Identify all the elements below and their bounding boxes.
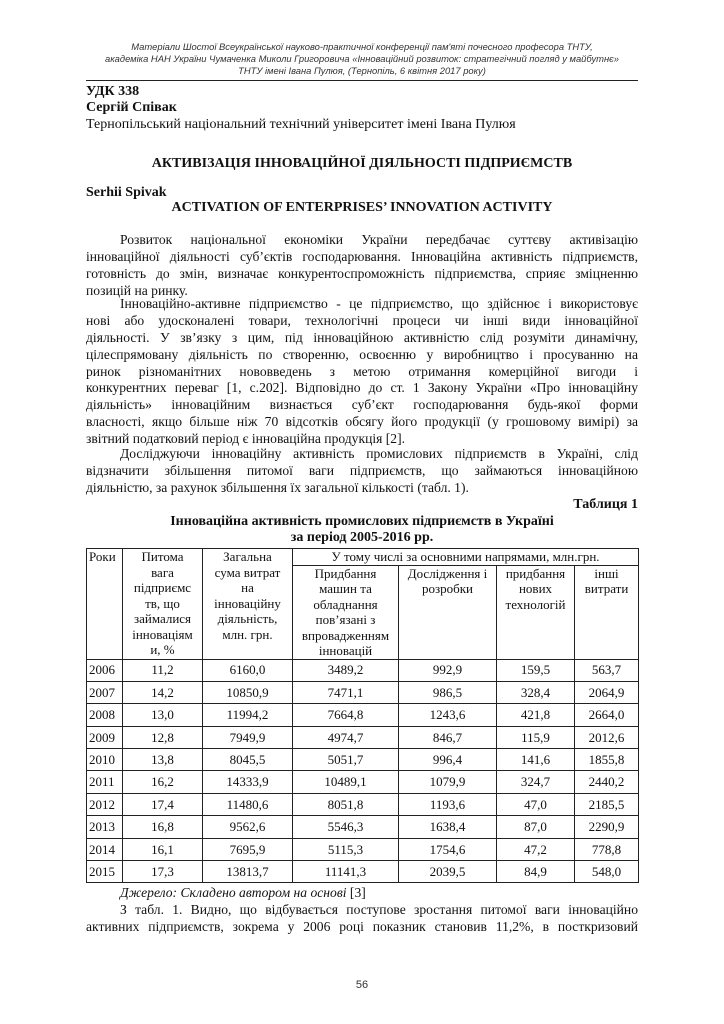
cell-other: 778,8 [575,838,639,860]
cell-machinery: 4974,7 [293,726,399,748]
cell-new-tech: 324,7 [497,771,575,793]
cell-machinery: 5051,7 [293,749,399,771]
table-label: Таблиця 1 [573,497,638,512]
cell-total: 11480,6 [203,793,293,815]
text-line: Досліджуючи інноваційну активність промислових підприємств в Україні, слід [120,446,638,461]
cell-total: 9562,6 [203,816,293,838]
author-name-ua: Сергій Співак [86,100,177,115]
cell-total: 8045,5 [203,749,293,771]
text-line: нові або удосконалені товари, технологічні процеси чи інші види інноваційної [86,312,638,328]
paragraph-intro [86,232,638,300]
table-row [87,816,639,838]
cell-other: 2012,6 [575,726,639,748]
cell-total: 11994,2 [203,704,293,726]
cell-total: 6160,0 [203,659,293,681]
cell-year: 2008 [87,704,123,726]
col-header-total: Загальна сума витрат на інноваційну діяльність, млн. грн. [203,549,293,660]
text-line: діяльністю, за рахунок збільшення їх загальної кількості (табл. 1). [86,479,469,495]
cell-year: 2011 [87,771,123,793]
text-line: відзначити збільшення питомої ваги підприємств, що займаються інноваційною [86,462,638,478]
cell-other: 2290,9 [575,816,639,838]
cell-research: 2039,5 [399,861,497,883]
table-title-line: за період 2005-2016 рр. [290,530,434,545]
cell-share: 13,0 [123,704,203,726]
table-row [87,681,639,703]
cell-new-tech: 159,5 [497,659,575,681]
cell-year: 2014 [87,838,123,860]
text-line: ринок різноманітних нововведень з метою отримання комерційної вигоди і [86,363,638,379]
cell-year: 2013 [87,816,123,838]
table-row [87,771,639,793]
cell-new-tech: 84,9 [497,861,575,883]
table-row [87,749,639,771]
table-title [86,514,638,546]
cell-other: 563,7 [575,659,639,681]
cell-research: 1193,6 [399,793,497,815]
cell-share: 14,2 [123,681,203,703]
header-rule [86,80,638,81]
cell-machinery: 5546,3 [293,816,399,838]
cell-research: 992,9 [399,659,497,681]
cell-machinery: 7471,1 [293,681,399,703]
cell-machinery: 10489,1 [293,771,399,793]
table-row [87,726,639,748]
cell-total: 7695,9 [203,838,293,860]
paragraph-analysis [86,902,638,936]
table-row [87,838,639,860]
cell-share: 12,8 [123,726,203,748]
text-line: готовність до змін, визначає конкурентоспроможність підприємства, сприяє зміцненню [86,265,638,281]
table-source [120,885,366,901]
text-line: діяльності. У зв’язку з цим, під інноваційною активністю слід розуміти динамічну, [86,329,638,345]
cell-share: 16,1 [123,838,203,860]
col-header-other: інші витрати [575,565,639,659]
cell-total: 13813,7 [203,861,293,883]
conference-header-line: академіка НАН України Чумаченка Миколи Григоровича «Інноваційний розвиток: стратегічний погляд у майбутнє» [105,53,619,64]
cell-machinery: 7664,8 [293,704,399,726]
col-header-by-direction: У тому числі за основними напрямами, млн.грн. [293,549,639,566]
cell-share: 16,8 [123,816,203,838]
cell-machinery: 8051,8 [293,793,399,815]
table-row [87,704,639,726]
paragraph-definition [86,296,638,448]
text-line: інноваційної діяльності суб’єктів господарювання. Інноваційна активність підприємств, [86,248,638,264]
cell-total: 14333,9 [203,771,293,793]
page-number: 56 [355,979,369,991]
cell-total: 10850,9 [203,681,293,703]
cell-share: 17,3 [123,861,203,883]
cell-new-tech: 87,0 [497,816,575,838]
cell-other: 1855,8 [575,749,639,771]
text-line: Розвиток національної економіки України передбачає суттєву активізацію [120,232,638,247]
cell-research: 996,4 [399,749,497,771]
text-line: Інноваційно-активне підприємство - це підприємство, що здійснює і використовує [120,296,638,311]
cell-machinery: 11141,3 [293,861,399,883]
cell-research: 1754,6 [399,838,497,860]
col-header-share: Питома вага підприємс тв, що займалися інноваціям и, % [123,549,203,660]
cell-new-tech: 141,6 [497,749,575,771]
cell-share: 17,4 [123,793,203,815]
cell-year: 2015 [87,861,123,883]
col-header-new-tech: придбання нових технологій [497,565,575,659]
cell-machinery: 5115,3 [293,838,399,860]
text-line: З табл. 1. Видно, що відбувається поступове зростання питомої ваги інноваційно [120,902,638,917]
col-header-research: Дослідження і розробки [399,565,497,659]
cell-machinery: 3489,2 [293,659,399,681]
cell-year: 2006 [87,659,123,681]
cell-year: 2007 [87,681,123,703]
table-row [87,793,639,815]
cell-other: 2185,5 [575,793,639,815]
cell-research: 1243,6 [399,704,497,726]
col-header-machinery: Придбання машин та обладнання пов’язані з впровадженням інновацій [293,565,399,659]
source-reference: [3] [349,885,366,900]
cell-new-tech: 115,9 [497,726,575,748]
cell-total: 7949,9 [203,726,293,748]
cell-other: 2664,0 [575,704,639,726]
table-body [87,659,639,883]
cell-year: 2010 [87,749,123,771]
conference-header [86,41,638,77]
cell-other: 2064,9 [575,681,639,703]
text-line: активних підприємств, зокрема у 2006 році показник становив 11,2%, в посткризовий [86,918,638,934]
author-affiliation: Тернопільський національний технічний університет імені Івана Пулюя [86,117,516,132]
table-title-line: Інноваційна активність промислових підприємств в Україні [170,514,554,529]
table-row [87,659,639,681]
paper-title-en: ACTIVATION OF ENTERPRISES’ INNOVATION ACTIVITY [171,200,553,215]
cell-year: 2009 [87,726,123,748]
cell-share: 16,2 [123,771,203,793]
conference-header-line: ТНТУ імені Івана Пулюя, (Тернопіль, 6 квітня 2017 року) [238,65,486,76]
text-line: конкурентних переваг [1, с.202]. Відповідно до ст. 1 Закону України «Про інноваційну [86,380,638,396]
text-line: цілеспрямовану діяльність по створенню, освоєнню у виробництво і просуванню на [86,346,638,362]
cell-other: 2440,2 [575,771,639,793]
cell-research: 986,5 [399,681,497,703]
col-header-year: Роки [87,549,123,660]
paragraph-research [86,446,638,497]
cell-research: 1638,4 [399,816,497,838]
conference-header-line: Матеріали Шостої Всеукраїнської науково-практичної конференції пам'яті почесного професора ТНТУ, [131,41,593,52]
cell-new-tech: 47,2 [497,838,575,860]
source-label: Джерело: Складено автором на основі [120,885,347,900]
cell-share: 13,8 [123,749,203,771]
text-line: діяльність» інноваційним визнається суб’єкт господарювання будь-якої форми [86,397,638,413]
cell-new-tech: 328,4 [497,681,575,703]
udk-code: УДК 338 [86,84,140,99]
cell-research: 846,7 [399,726,497,748]
cell-research: 1079,9 [399,771,497,793]
innovation-activity-table [86,548,639,883]
cell-new-tech: 47,0 [497,793,575,815]
table-row [87,861,639,883]
text-line: звітний податковий період є інноваційна продукція [2]. [86,431,406,447]
text-line: власності, якщо більше ніж 70 відсотків обсягу його продукції (у грошовому вимірі) за [86,414,638,430]
cell-new-tech: 421,8 [497,704,575,726]
text-line: позицій на ринку. [86,282,188,298]
author-name-en: Serhii Spivak [86,185,167,200]
cell-other: 548,0 [575,861,639,883]
paper-title-ua: АКТИВІЗАЦІЯ ІННОВАЦІЙНОЇ ДІЯЛЬНОСТІ ПІДПРИЄМСТВ [151,156,573,171]
cell-year: 2012 [87,793,123,815]
cell-share: 11,2 [123,659,203,681]
